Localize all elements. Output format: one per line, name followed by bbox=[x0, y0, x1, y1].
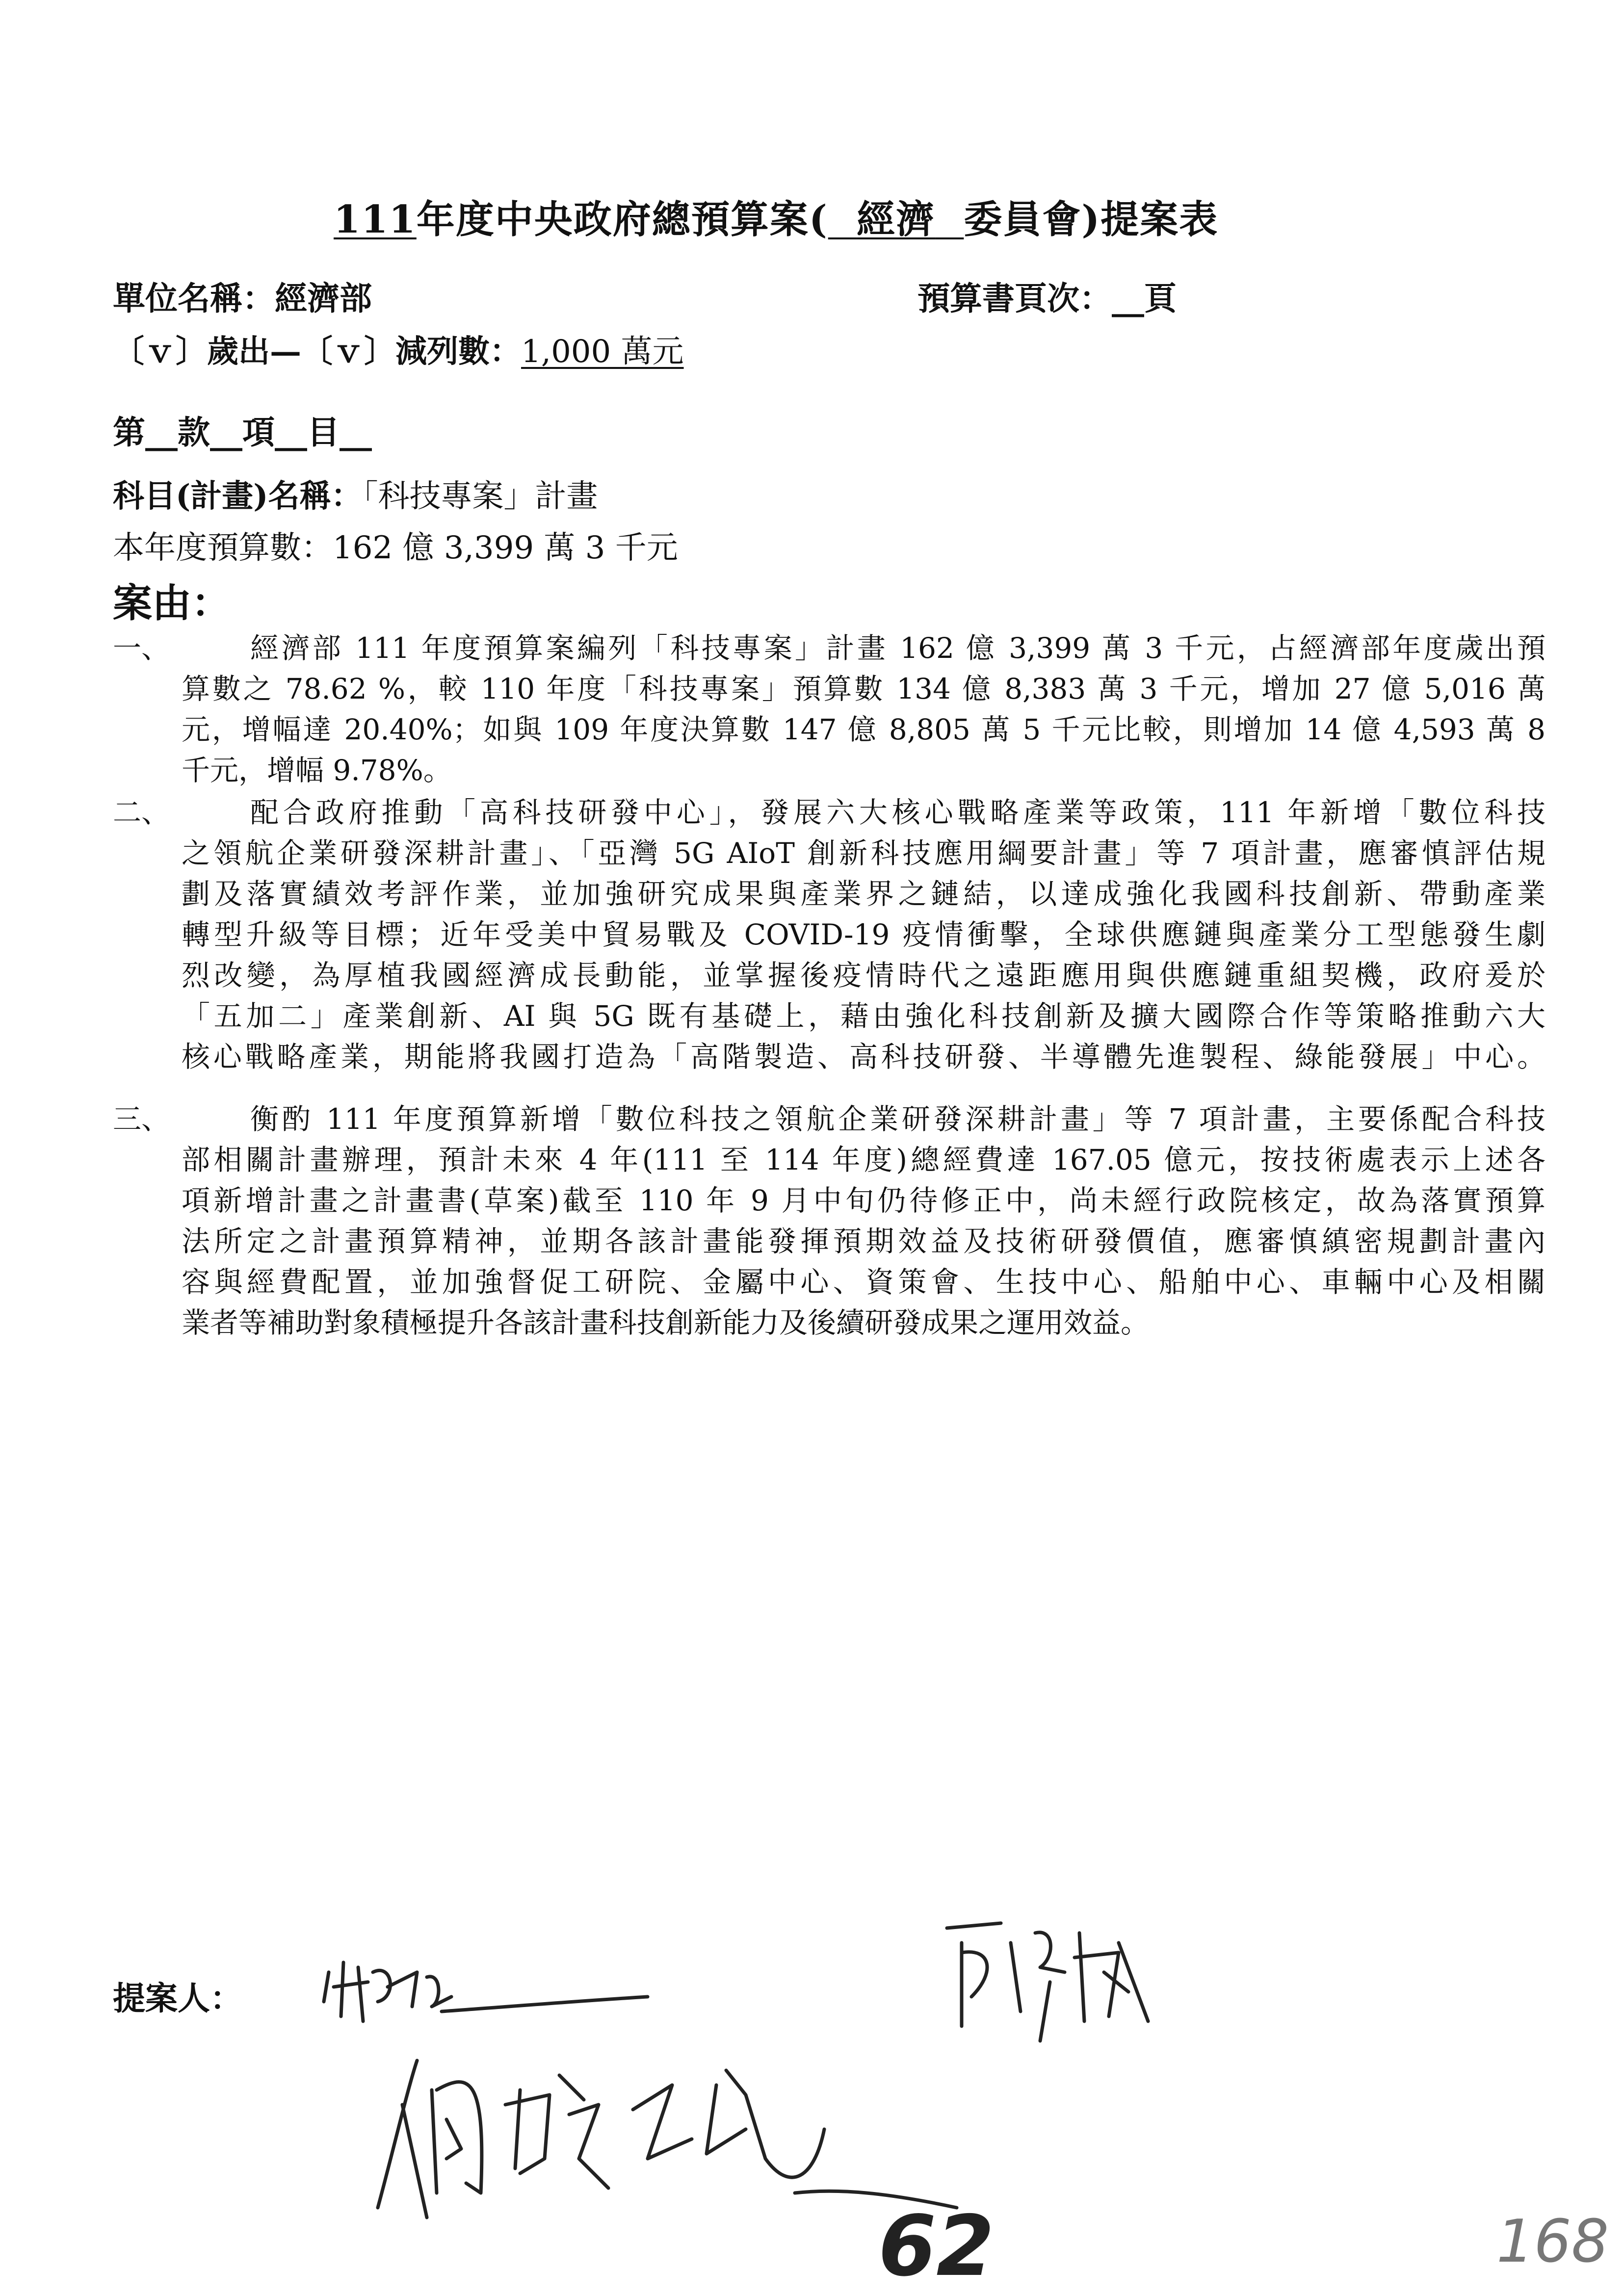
paragraph-line: 衡酌 111 年度預算新增「數位科技之領航企業研發深耕計畫」等 7 項計畫，主要係配合科技 bbox=[250, 1102, 1545, 1136]
item-line: 第__款__項__目__ bbox=[113, 413, 372, 451]
paragraph-2 bbox=[113, 792, 1545, 1077]
reduction-line bbox=[113, 326, 684, 371]
handwritten-page-number: 168 bbox=[1496, 2208, 1609, 2276]
paragraph-number: 三、 bbox=[113, 1102, 170, 1136]
paragraph-line: 算數之 78.62 %，較 110 年度「科技專案」預算數 134 億 8,383 萬 3 千元，增加 27 億 5,016 萬 bbox=[182, 672, 1545, 705]
signature-3 bbox=[942, 1913, 1168, 2061]
title-mid: 年度中央政府總預算案( bbox=[416, 197, 828, 242]
budget-page-suffix: 頁 bbox=[1144, 279, 1177, 317]
paragraph-line: 「五加二」產業創新、AI 與 5G 既有基礎上，藉由強化科技創新及擴大國際合作等策略推動六大 bbox=[182, 999, 1545, 1033]
page-title bbox=[334, 189, 1218, 244]
current-budget: 本年度預算數：162 億 3,399 萬 3 千元 bbox=[113, 530, 678, 566]
unit-value: 經濟部 bbox=[275, 279, 372, 317]
paragraph-number: 一、 bbox=[113, 631, 170, 665]
signature-1 bbox=[314, 1943, 657, 2041]
reduction-label: 〔ｖ〕歲出—〔ｖ〕減列數： bbox=[113, 333, 521, 370]
paragraph-3 bbox=[113, 1099, 1545, 1343]
unit-name bbox=[113, 272, 372, 319]
proposer-label: 提案人： bbox=[113, 1979, 242, 2017]
budget-page-blank: __ bbox=[1112, 279, 1144, 317]
paragraph-line: 元，增幅達 20.40%；如與 109 年度決算數 147 億 8,805 萬 5 千元比較，則增加 14 億 4,593 萬 8 bbox=[182, 713, 1545, 746]
paragraph-1 bbox=[113, 628, 1545, 791]
case-heading: 案由： bbox=[113, 580, 231, 626]
paragraph-line: 核心戰略產業，期能將我國打造為「高階製造、高科技研發、半導體先進製程、綠能發展」中心。 bbox=[182, 1040, 1545, 1073]
paragraph-line: 配合政府推動「高科技研發中心」，發展六大核心戰略產業等政策，111 年新增「數位科技 bbox=[250, 796, 1545, 829]
title-end: 委員會)提案表 bbox=[964, 197, 1219, 242]
title-committee bbox=[828, 197, 964, 242]
signature-2 bbox=[373, 2031, 962, 2218]
paragraph-line: 業者等補助對象積極提升各該計畫科技創新能力及後續研發成果之運用效益。 bbox=[182, 1306, 1150, 1339]
subject-value: 「科技專案」計畫 bbox=[362, 478, 598, 515]
paragraph-line: 烈改變，為厚植我國經濟成長動能，並掌握後疫情時代之遠距應用與供應鏈重組契機，政府爰於 bbox=[182, 959, 1545, 992]
budget-page bbox=[917, 272, 1177, 319]
budget-page-label: 預算書頁次： bbox=[917, 279, 1112, 317]
title-year: 111 bbox=[334, 197, 417, 242]
paragraph-line: 千元，增幅 9.78%。 bbox=[182, 754, 452, 787]
reduction-amount: 1,000 萬元 bbox=[521, 334, 684, 370]
subject-line bbox=[113, 471, 598, 516]
paragraph-line: 轉型升級等目標；近年受美中貿易戰及 COVID-19 疫情衝擊，全球供應鏈與產業分工型態發生劇 bbox=[182, 918, 1545, 951]
paragraph-line: 劃及落實績效考評作業，並加強研究成果與產業界之鏈結，以達成強化我國科技創新、帶動產業 bbox=[182, 877, 1545, 911]
handwritten-page-mark: 62 bbox=[878, 2198, 995, 2295]
subject-label: 科目(計畫)名稱： bbox=[113, 478, 363, 515]
paragraph-line: 項新增計畫之計畫書(草案)截至 110 年 9 月中旬仍待修正中，尚未經行政院核定，故為落實預算 bbox=[182, 1184, 1545, 1217]
paragraph-line: 經濟部 111 年度預算案編列「科技專案」計畫 162 億 3,399 萬 3 千元，占經濟部年度歲出預 bbox=[250, 631, 1545, 665]
paragraph-line: 容與經費配置，並加強督促工研院、金屬中心、資策會、生技中心、船舶中心、車輛中心及相關 bbox=[182, 1265, 1545, 1299]
paragraph-number: 二、 bbox=[113, 796, 170, 829]
paragraph-line: 之領航企業研發深耕計畫」、「亞灣 5G AIoT 創新科技應用綱要計畫」等 7 項計畫，應審慎評估規 bbox=[182, 836, 1545, 870]
paragraph-line: 部相關計畫辦理，預計未來 4 年(111 至 114 年度)總經費達 167.05 億元，按技術處表示上述各 bbox=[182, 1143, 1545, 1176]
unit-label: 單位名稱： bbox=[113, 279, 275, 317]
committee-name: 經濟 bbox=[857, 197, 936, 242]
paragraph-line: 法所定之計畫預算精神，並期各該計畫能發揮預期效益及技術研發價值，應審慎縝密規劃計畫內 bbox=[182, 1225, 1545, 1258]
